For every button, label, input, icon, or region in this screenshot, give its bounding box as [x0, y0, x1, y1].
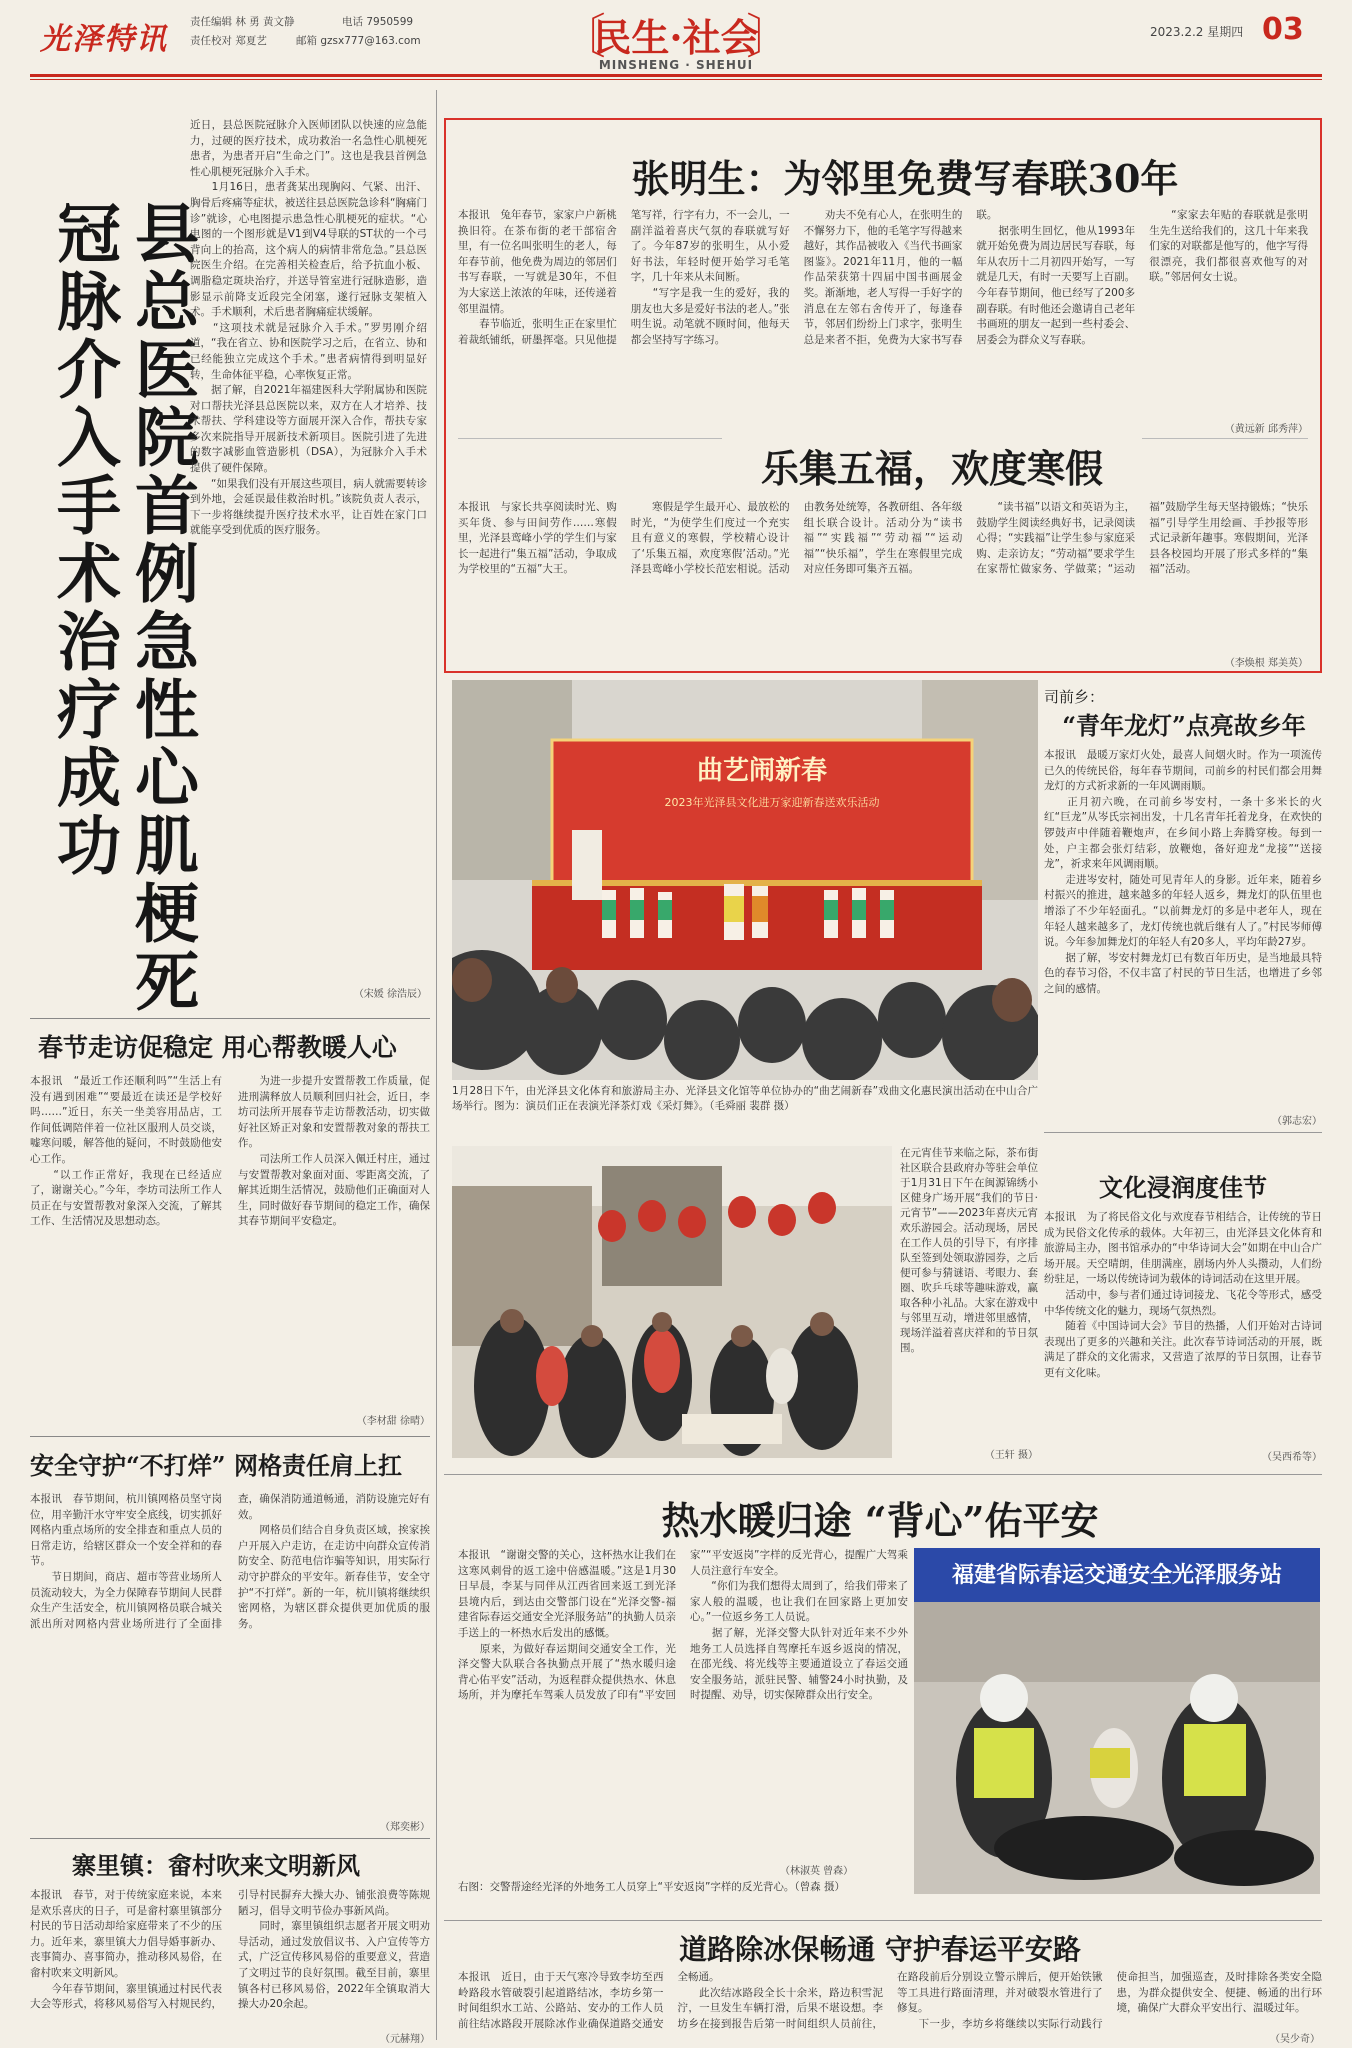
headline-zhang-mingsheng: 张明生：为邻里免费写春联30年: [631, 156, 1179, 201]
police-photo-drawing: [914, 1548, 1320, 1894]
stage-photo-caption: [452, 1084, 1038, 1114]
lantern-photo-credit: （王轩 摄）: [984, 1450, 1038, 1461]
kicker-siqian: 司前乡：: [1044, 688, 1105, 706]
headline-road-deicing: 道路除冰保畅通 守护春运平安路: [679, 1933, 1081, 1966]
headline-visit-help: 春节走访促稳定 用心帮教暖人心: [38, 1033, 397, 1062]
article-culture-festival-byline: （吴西希等）: [1262, 1452, 1322, 1463]
stage-banner-title: 曲艺闹新春: [696, 756, 827, 786]
service-station-sign: 福建省际春运交通安全光泽服务站: [951, 1562, 1282, 1588]
lantern-photo-drawing: [452, 1146, 892, 1458]
article-dragon-lantern-byline: （郭志宏）: [1272, 1116, 1322, 1127]
headline-five-blessings: 乐集五福，欢度寒假: [722, 438, 1142, 493]
divider: [444, 1474, 1322, 1475]
article-culture-festival-text: 本报讯 为了将民俗文化与欢度春节相结合，让传统的节日成为民俗文化传承的载体。大年初三，由光泽县文化体育和旅游局主办，图书馆承办的“中华诗词大会”如期在中山合广场开展。天空晴朗，佳朋满座，剧场内外人头攒动，人们纷纷驻足，一场以传统诗词为载体的诗词活动在这里开展。 活动中，参与者们通过诗词接龙、飞花令等形式，感受中华传统文化的魅力，现场气氛热烈。 随着《中国诗词大会》节目的热播，人们开始对古诗词表现出了更多的兴趣和关注。此次春节诗词活动的开展，既满足了群众的文化需求，又营造了浓厚的节日氛围，让春节更有文化味。: [1044, 1211, 1322, 1379]
column-divider: [436, 90, 437, 2040]
phone-line: 电话 7950599: [342, 16, 414, 28]
proofreader-line: 责任校对 郑夏艺: [190, 35, 267, 47]
article-zhang-mingsheng-byline: （黄远新 邱秀萍）: [1224, 424, 1308, 435]
masthead-rule-thin: [30, 79, 1322, 80]
article-dragon-lantern-text: 本报讯 最暖万家灯火处，最喜人间烟火时。作为一项流传已久的传统民俗，每年春节期间，司前乡的村民们都会用舞龙灯的方式祈求新的一年风调雨顺。 正月初六晚，在司前乡岑安村，一条十多米长的火红“巨龙”从岑氏宗祠出发，十几名青年托着龙身，在欢快的锣鼓声中伴随着鞭炮声，在乡间小路上奔腾穿梭。每到一处，户主都会张灯结彩，放鞭炮，备好迎龙“龙接”“送接龙”，祈求来年风调雨顺。 走进岑安村，随处可见青年人的身影。近年来，随着乡村振兴的推进，越来越多的年轻人返乡，舞龙灯的队伍里也增添了不少年轻面孔。“以前舞龙灯的多是中老年人，现在年轻人越来越多了，龙灯传统也就后继有人了。”村民岑师傅说。今年参加舞龙灯的年轻人有20多人，平均年龄27岁。 据了解，岑安村舞龙灯已有数百年历史，是当地最具特色的春节习俗，不仅丰富了村民的节日生活，也增进了乡邻之间的感情。: [1044, 749, 1322, 995]
masthead-rule: [30, 74, 1322, 77]
police-photo-credit: （曾森 摄）: [794, 1881, 845, 1893]
right-bracket-icon: 〕: [745, 9, 794, 65]
lantern-photo-caption: 在元宵佳节来临之际，茶布街社区联合县政府办等驻会单位于1月31日下午在闽源锦绣小区健身广场开展“我们的节日·元宵节”——2023年喜庆元宵欢乐游园会。活动现场，居民在工作人员的引导下，有序排队至签到处领取游园券，之后便可参与猜谜语、考眼力、套圈、吹乒乓球等趣味游戏，赢取各种小礼品。大家在游戏中与邻里互动，增进邻里感情，现场洋溢着喜庆祥和的节日氛围。: [900, 1147, 1038, 1354]
article-visit-help-byline: （李材甜 徐晴）: [356, 1416, 430, 1427]
article-grid-safety-text: 本报讯 春节期间，杭川镇网格员坚守岗位，用辛勤汗水守牢安全底线，切实抓好网格内重点场所的安全排查和重点人员的日常走访，给辖区群众一个安全祥和的春节。 节日期间，商店、超市等营业场所人员流动较大，为全力保障春节期间人民群众生产生活安全，杭川镇网格员联合城关派出所对网格内营业场所进行了全面排查，确保消防通道畅通，消防设施完好有效。 网格员们结合自身负责区域，挨家挨户开展入户走访，在走访中向群众宣传消防安全、防范电信诈骗等知识，用实际行动守护群众的平安年。新春佳节，安全守护“不打烊”。新的一年，杭川镇将继续织密网格，为辖区群众提供更加优质的服务。: [30, 1493, 430, 1630]
article-visit-help-text: 本报讯 “最近工作还顺利吗”“生活上有没有遇到困难”“要最近在读还是学校好吗……”近日，东关一坐美容用品店，工作间低调陪伴着一位社区服刑人员交谈，嘘寒问暖，解答他的疑问，不时鼓励他安心工作。 “以工作正常好，我现在已经适应了，谢谢关心。”今年，李坊司法所工作人员正在与安置帮教对象深入交流，了解其工作、生活情况及思想动态。 为进一步提升安置帮教工作质量，促进刑满释放人员顺利回归社会，近日，李坊司法所开展春节走访帮教活动，切实做好社区矫正对象和安置帮教对象的帮扶工作。 司法所工作人员深入佩迁村庄，通过与安置帮教对象面对面、零距离交流，了解其近期生活情况，鼓励他们正确面对人生，同时做好春节期间的稳定工作，确保其春节期间平安稳定。: [30, 1075, 430, 1228]
page-number: 03: [1262, 12, 1304, 47]
article-grid-safety-byline: （郑奕彬）: [380, 1822, 430, 1833]
headline-zhaili: 寨里镇：畲村吹来文明新风: [72, 1851, 360, 1880]
email-line: 邮箱 gzsx777@163.com: [296, 35, 421, 47]
divider: [1044, 1132, 1322, 1133]
divider: [444, 1920, 1322, 1921]
article-hot-water-text: 本报讯 “谢谢交警的关心，这杯热水让我们在这寒风刺骨的返工途中倍感温暖。”这是1月30日早晨，李某与同伴从江西省回来返工到光泽县境内后，到达由交警部门设在“光泽交警-福建省际春运交通安全光泽服务站”的执勤人员亲手送上的一杯热水后发出的感慨。 原来，为做好春运期间交通安全工作，光泽交警大队联合各执勤点开展了“热水暖归途 背心佑平安”活动，为返程群众提供热水、休息场所，并为摩托车驾乘人员发放了印有“平安回家”“平安返岗”字样的反光背心，提醒广大驾乘人员注意行车安全。 “你们为我们想得太周到了，给我们带来了家人般的温暖，也让我们在回家路上更加安心。”一位返乡务工人员说。 据了解，光泽交警大队针对近年来不少外地务工人员选择自驾摩托车返乡返岗的情况，在邵光线、将光线等主要通道设立了春运交通安全服务站，派驻民警、辅警24小时执勤，及时提醒、劝导，切实保障群众出行安全。: [458, 1549, 908, 1702]
stage-photo-caption-text: 1月28日下午，由光泽县文化体育和旅游局主办、光泽县文化馆等单位协办的“曲艺闹新春”戏曲文化惠民演出活动在中山合广场举行。图为：演员们正在表演光泽茶灯戏《采灯舞》。: [452, 1085, 1038, 1112]
headline-grid-safety: 安全守护“不打烊” 网格责任肩上扛: [30, 1451, 402, 1480]
headline-dragon-lantern: “青年龙灯”点亮故乡年: [1062, 711, 1306, 740]
section-pinyin: MINSHENG · SHEHUI: [598, 58, 754, 72]
article-hot-water-byline: （林淑英 曾森）: [780, 1866, 854, 1877]
police-photo-caption-text: 右图：交警帮途经光泽的外地务工人员穿上“平安返岗”字样的反光背心。: [458, 1881, 795, 1893]
traffic-police-photo: [914, 1548, 1320, 1894]
lead-headline: 县总医院首例急性心肌梗死 冠脉介入手术治疗成功: [46, 200, 199, 1016]
article-five-blessings-body: 本报讯 与家长共享阅读时光、购买年货、参与田间劳作……寒假里，光泽县鸾峰小学的学生们与家长一起进行“集五福”活动，争取成为学校里的“五福”大王。 寒假是学生最开心、最放松的时光，“为使学生们度过一个充实且有意义的寒假，学校精心设计了‘乐集五福，欢度寒假’活动。”光泽县鸾峰小学校长范宏相说。活动由教务处统筹，各教研组、各年级组长联合设计。活动分为“读书福”“实践福”“劳动福”“运动福”“快乐福”，学生在寒假里完成对应任务即可集齐五福。 “读书福”以语文和英语为主，鼓励学生阅读经典好书，记录阅读心得；“实践福”让学生参与家庭采购、走亲访友；“劳动福”要求学生在家帮忙做家务、学做菜；“运动福”鼓励学生每天坚持锻炼；“快乐福”引导学生用绘画、手抄报等形式记录新年趣事。寒假期间，光泽县各校园均开展了形式多样的“集福”活动。: [458, 501, 1308, 576]
stage-photo-credit: （毛舜丽 裴群 摄）: [709, 1100, 795, 1112]
headline-hot-water: 热水暖归途 “背心”佑平安: [661, 1498, 1099, 1543]
divider: [30, 1018, 430, 1019]
section-header: [558, 8, 794, 72]
lead-article-byline: （宋媛 徐浩辰）: [353, 989, 427, 1000]
stage-performance-photo: [452, 680, 1038, 1080]
section-title: 民生·社会: [593, 15, 759, 60]
editor-line: 责任编辑 林 勇 黄文静: [190, 16, 295, 28]
lantern-festival-photo: [452, 1146, 892, 1458]
left-bracket-icon: 〔: [558, 9, 607, 65]
divider: [30, 1838, 430, 1839]
lead-article-text: 近日，县总医院冠脉介入医师团队以快速的应急能力，过硬的医疗技术，成功救治一名急性心肌梗死患者，为患者开启“生命之门”。这也是我县首例急性心肌梗死冠脉介入手术。 1月16日，患者龚某出现胸闷、气紧、出汗、胸骨后疼痛等症状，被送往县总医院急诊科“胸痛门诊”就诊，心电图提示患急性心肌梗死的症状。“心电图的一个图形就是V1到V4导联的ST状的一个弓背向上的抬高，这个病人的病情非常危急。”县总医院医生介绍。在完善相关检查后，给予抗血小板、调脂稳定斑块治疗，并送导管室进行冠脉造影，造影显示前降支近段完全闭塞，遂行冠脉支架植入术。手术顺利，术后患者胸痛症状缓解。 “这项技术就是冠脉介入手术。”罗男刚介绍道，“我在省立、协和医院学习之后，在省立、协和已经能独立完成这个手术。”患者病情得到明显好转，生命体征平稳，心率恢复正常。 据了解，自2021年福建医科大学附属协和医院对口帮扶光泽县总医院以来，双方在人才培养、技术帮扶、学科建设等方面展开深入合作，帮扶专家多次来院指导开展新技术新项目。医院引进了先进的数字减影血管造影机（DSA），为冠脉介入手术提供了硬件保障。 “如果我们没有开展这些项目，病人就需要转诊到外地，会延误最佳救治时机。”该院负责人表示，下一步将继续提升医疗技术水平，让百姓在家门口就能享受到优质的医疗服务。: [190, 119, 427, 537]
issue-date: 2023.2.2 星期四: [1150, 25, 1244, 39]
divider: [30, 1436, 430, 1437]
article-road-deicing-text: 本报讯 近日，由于天气寒冷导致李坊至西岭路段水管破裂引起道路结冰，李坊乡第一时间组织水工站、公路站、安办的工作人员前往结冰路段开展除冰作业确保道路交通安全畅通。 此次结冰路段全长十余米，路边积雪泥泞，一旦发生车辆打滑，后果不堪设想。李坊乡在接到报告后第一时间组织人员前往，在路段前后分别设立警示牌后，便开始铁锹等工具进行路面清理，并对破裂水管进行了修复。 下一步，李坊乡将继续以实际行动践行使命担当，加强巡查，及时排除各类安全隐患，为群众提供安全、便捷、畅通的出行环境，确保广大群众平安出行、温暖过年。: [458, 1971, 1322, 2030]
article-road-deicing-byline: （吴少奇）: [1270, 2034, 1320, 2045]
article-zhang-mingsheng-text: 本报讯 兔年春节，家家户户新桃换旧符。在茶布街的老干部宿舍里，有一位名叫张明生的老人，每年春节前，他免费为周边的邻居们书写春联，一写就是30年，不但为大家送上浓浓的年味，还传递着邻里温情。 春节临近，张明生正在家里忙着裁纸铺纸，研墨挥毫。只见他提笔写祥，行字有力，不一会儿，一副洋溢着喜庆气氛的春联就写好了。今年87岁的张明生，从小爱好书法，年轻时便开始学习毛笔字，几十年来从未间断。 “写字是我一生的爱好，我的朋友也大多是爱好书法的老人。”张明生说。动笔就不顾时间，他每天都会坚持写字练习。 劝夫不免有心人，在张明生的不懈努力下，他的毛笔字写得越来越好，其作品被收入《当代书画家图鉴》。2021年11月，他的一幅作品荣获第十四届中国书画展金奖。渐渐地，老人写得一手好字的消息在左邻右舍传开了，每逢春节，邻居们纷纷上门求字，张明生总是来者不拒，免费为大家书写春联。 据张明生回忆，他从1993年就开始免费为周边居民写春联，每年从农历十二月初四开始写，一写就是几天，有时一天要写上百副。今年春节期间，他已经写了200多副春联。有时他还会邀请自己老年书画班的朋友一起到一些村委会、居委会为群众义写春联。 “家家去年贴的春联就是张明生先生送给我们的，这几十年来我们家的对联都是他写的，他字写得很漂亮，我们都很喜欢他写的对联。”邻居何女士说。: [458, 209, 1308, 346]
article-zhaili-text: 本报讯 春节，对于传统家庭来说，本来是欢乐喜庆的日子，可是畲村寨里镇部分村民的节日活动却给家庭带来了不少的压力。近年来，寨里镇大力倡导婚事新办、丧事简办、喜事简办，推动移风易俗，在畲村吹来文明新风。 今年春节期间，寨里镇通过村民代表大会等形式，将移风易俗写入村规民约，引导村民摒弃大操大办、铺张浪费等陈规陋习，倡导文明节俭办事新风尚。 同时，寨里镇组织志愿者开展文明劝导活动，通过发放倡议书、入户宣传等方式，广泛宣传移风易俗的重要意义，营造了文明过节的良好氛围。截至目前，寨里镇各村已移风易俗，2022年全镇取消大操大办20余起。: [30, 1889, 430, 2011]
police-photo-caption: [458, 1880, 908, 1895]
article-zhaili-byline: （元赫翔）: [380, 2034, 430, 2045]
headline-culture-festival: 文化浸润度佳节: [1099, 1173, 1267, 1202]
stage-photo-drawing: [452, 680, 1038, 1080]
masthead-logo: 光泽特讯: [40, 22, 168, 57]
lead-article-body: [190, 118, 427, 978]
article-five-blessings-byline: （李焕根 郑美英）: [1224, 658, 1308, 669]
stage-banner-subtitle: 2023年光泽县文化进万家迎新春送欢乐活动: [664, 796, 880, 809]
